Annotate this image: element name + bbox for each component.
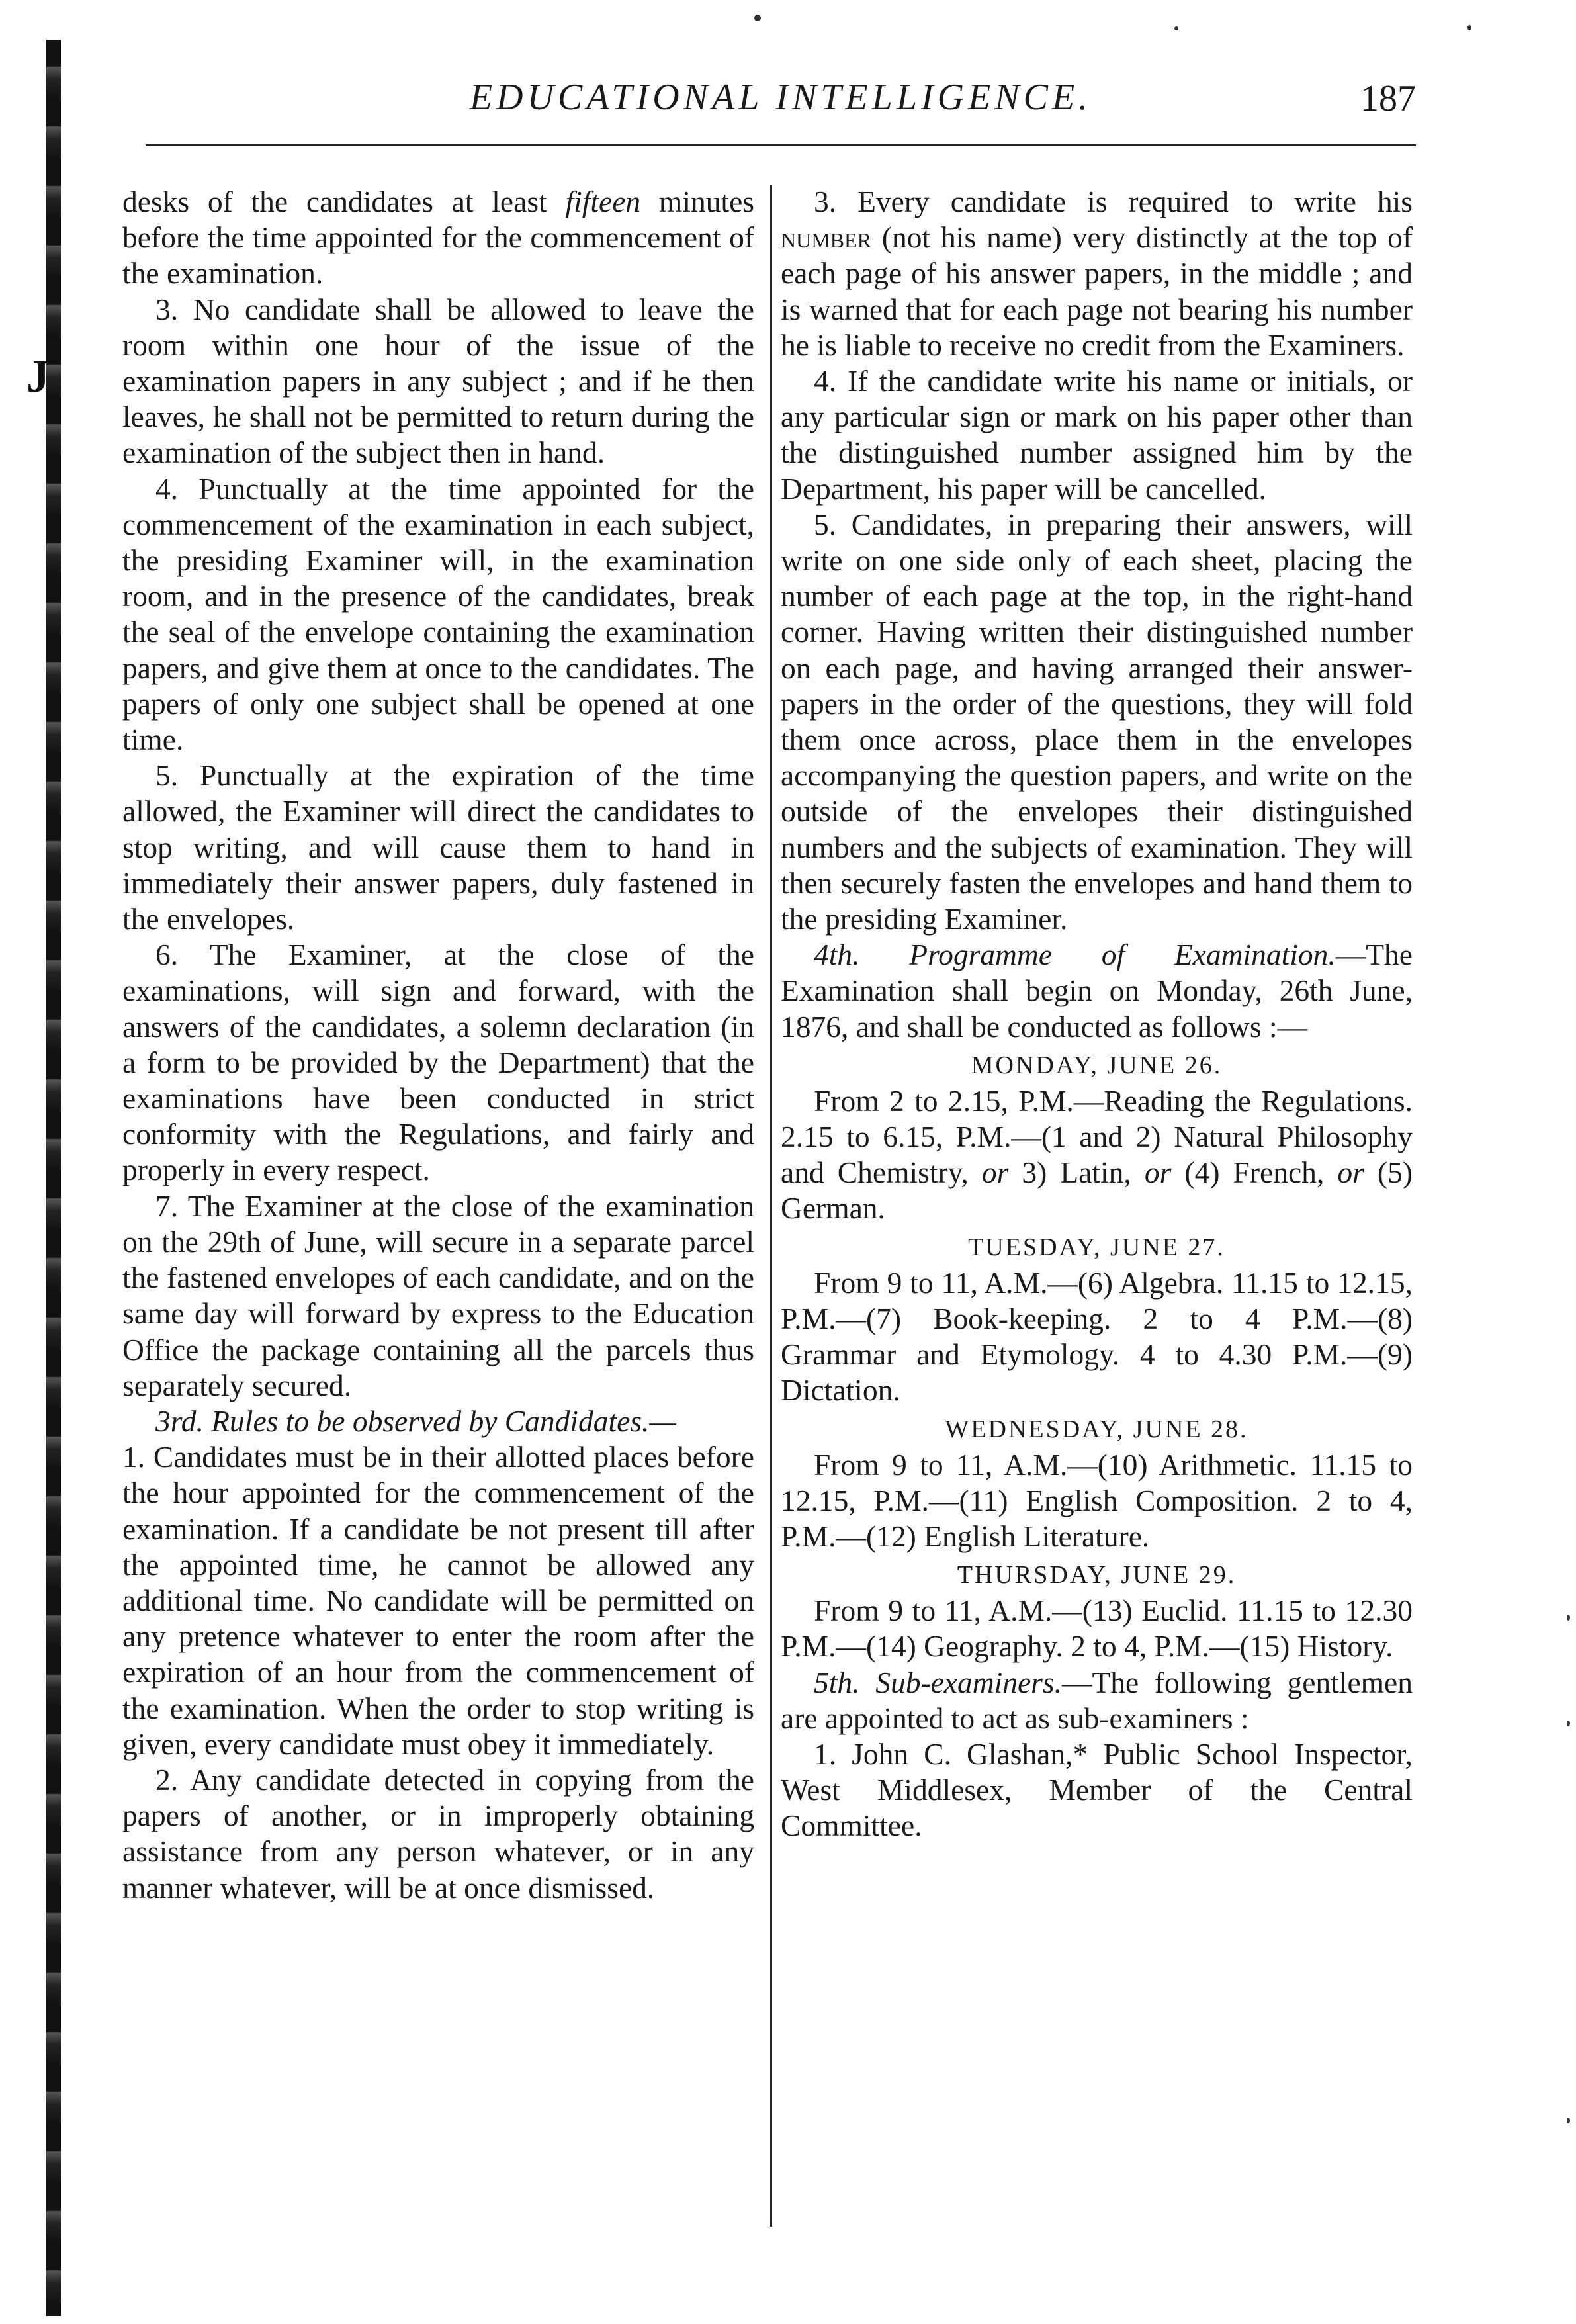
scan-speck (1467, 25, 1471, 30)
left-para-copying: 2. Any candidate detected in copying from the papers of another, or in improperly obtaining assistance from any person whatever, or in any manner whatever, will be at once dismissed. (122, 1762, 754, 1904)
scan-speck (1174, 26, 1178, 30)
left-para-rule-3: 3. No candidate shall be allowed to leave the room within one hour of the issue of the examination papers in any subject ; and if he then leaves, he shall not be permitted to return during the examination of the subject then in hand. (122, 292, 754, 470)
right-para-glashan: 1. John C. Glashan,* Public School Inspector, West Middlesex, Member of the Central Committee. (781, 1736, 1413, 1843)
left-para-candidate-rules: 3rd. Rules to be observed by Candidates.— 1. Candidates must be in their allotted places before the hour appointed for the commencement of the examination. If a candidate be not present till after the appointed time, he cannot be allowed any additional time. No candidate will be permitted on any pretence whatever to enter the room after the expiration of an hour from the commencement of the examination. When the order to stop writing is given, every candidate must obey it immediately. (122, 1404, 754, 1761)
scan-speck (1567, 2118, 1570, 2123)
schedule-thursday-text: From 9 to 11, A.M.—(13) Euclid. 11.15 to 12.30 P.M.—(14) Geography. 2 to 4, P.M.—(15) History. (781, 1593, 1413, 1664)
left-column (122, 184, 754, 1906)
schedule-tuesday-text: From 9 to 11, A.M.—(6) Algebra. 11.15 to 12.15, P.M.—(7) Book-keeping. 2 to 4 P.M.—(8) Grammar and Etymology. 4 to 4.30 P.M.—(9) Dictation. (781, 1265, 1413, 1408)
right-para-rule-3: 3. Every candidate is required to write his number (not his name) very distinctly at the top of each page of his answer papers, in the middle ; and is warned that for each page not bearing his number he is liable to receive no credit from the Examiners. (781, 185, 1413, 362)
header-rule (146, 144, 1416, 146)
right-column (781, 184, 1413, 1844)
schedule-day-wednesday: WEDNESDAY, JUNE 28. (945, 1415, 1248, 1443)
left-para-rule-4: 4. Punctually at the time appointed for the commencement of the examination in each subject, the presiding Examiner will, in the examination room, and in the presence of the candidates, break the seal of the envelope containing the examination papers, and give them at once to the candidates. The papers of only one subject shall be opened at one time. (122, 471, 754, 757)
right-para-sub-examiners: 5th. Sub-examiners.—The following gentlemen are appointed to act as sub-examiners : (781, 1665, 1413, 1735)
running-title: EDUCATIONAL INTELLIGENCE. (469, 77, 1092, 118)
left-para-continuation: desks of the candidates at least fifteen minutes before the time appointed for the commencement of the examination. (122, 185, 754, 290)
binding-mark: J (26, 351, 50, 402)
running-header (146, 76, 1416, 129)
scan-speck (1567, 1721, 1570, 1726)
section-heading-5th: 5th. Sub-examiners. (814, 1665, 1062, 1699)
column-divider (770, 185, 772, 2227)
right-para-programme: 4th. Programme of Examination.—The Examination shall begin on Monday, 26th June, 1876, and shall be conducted as follows :— (781, 938, 1413, 1044)
right-para-rule-5: 5. Candidates, in preparing their answers, will write on one side only of each sheet, placing the number of each page at the top, in the right-hand corner. Having written their distinguished number on each page, and having arranged their answer-papers in the order of the questions, they will fold them once across, place them in the envelopes accompanying the question papers, and write on the outside of the envelopes their distinguished numbers and the subjects of examination. They will then securely fasten the envelopes and hand them to the presiding Examiner. (781, 507, 1413, 936)
section-heading-4th: 4th. Programme of Examination. (814, 938, 1336, 972)
schedule-day-tuesday: TUESDAY, JUNE 27. (968, 1233, 1225, 1261)
right-para-rule-4: 4. If the candidate write his name or initials, or any particular sign or mark on his paper other than the distinguished number assigned him by the Department, his paper will be cancelled. (781, 364, 1413, 506)
schedule-wednesday-text: From 9 to 11, A.M.—(10) Arithmetic. 11.15 to 12.15, P.M.—(11) English Composition. 2 to 4, P.M.—(12) English Literature. (781, 1447, 1413, 1553)
schedule-day-thursday: THURSDAY, JUNE 29. (957, 1561, 1237, 1589)
left-para-rule-5: 5. Punctually at the expiration of the time allowed, the Examiner will direct the candidates to stop writing, and will cause them to hand in immediately their answer papers, duly fastened in the envelopes. (122, 758, 754, 936)
scan-speck (1567, 1615, 1570, 1621)
left-para-rule-6: 6. The Examiner, at the close of the examinations, will sign and forward, with the answers of the candidates, a solemn declaration (in a form to be provided by the Department) that the examinations have been conducted in strict conformity with the Regulations, and fairly and properly in every respect. (122, 938, 754, 1187)
schedule-day-monday: MONDAY, JUNE 26. (971, 1051, 1223, 1079)
left-para-rule-7: 7. The Examiner at the close of the examination on the 29th of June, will secure in a separate parcel the fastened envelopes of each candidate, and on the same day will forward by express to the Education Office the package containing all the parcels thus separately secured. (122, 1188, 754, 1402)
page-number: 187 (1360, 78, 1416, 119)
section-heading-3rd: 3rd. Rules to be observed by Candidates.— (155, 1404, 676, 1438)
scan-speck (754, 15, 761, 21)
schedule-monday-text: From 2 to 2.15, P.M.—Reading the Regulations. 2.15 to 6.15, P.M.—(1 and 2) Natural Philosophy and Chemistry, or 3) Latin, or (4) French, or (5) German. (781, 1083, 1413, 1226)
